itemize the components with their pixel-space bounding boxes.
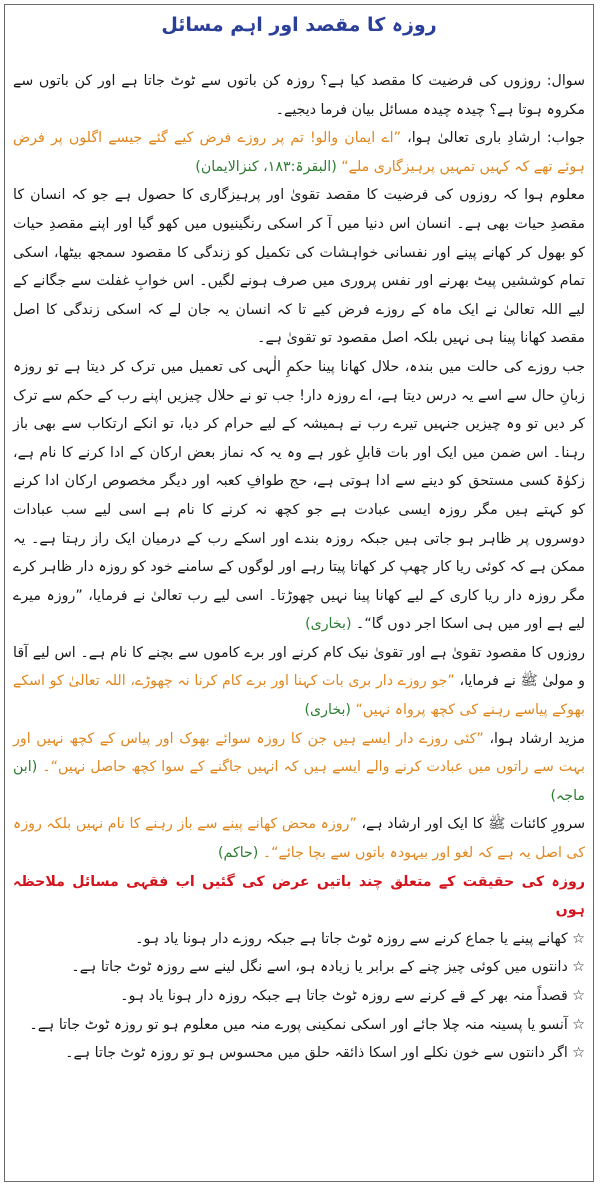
answer-paragraph xyxy=(13,124,585,181)
hadith-reference-2: (ابن ماجہ) xyxy=(13,759,585,804)
hadith-reference-1: (بخاری) xyxy=(304,702,351,719)
hadith-quote-3: ”روزہ محض کھانے پینے سے باز رہنے کا نام نہیں بلکہ روزہ کی اصل یہ ہے کہ لغو اور بیہودہ باتوں سے بچا جائے“۔ xyxy=(13,816,585,862)
page-frame xyxy=(4,4,594,1182)
hadith-quote-2: ”کئی روزے دار ایسے ہیں جن کا روزہ سوائے بھوک اور پیاس کے کچھ نہیں اور بہت سے راتوں میں عبادت کرنے والے ایسے ہیں کہ انہیں جاگنے کے سوا کچھ حاصل نہیں“۔ xyxy=(13,730,586,776)
quran-quote: ”اے ایمان والو! تم پر روزے فرض کیے گئے جیسے اگلوں پر فرض ہوئے تھے کہ کہیں تمہیں پرہیزگاری ملے“ xyxy=(13,130,585,175)
issue-item: ☆ قصداً منہ بھر کے قے کرنے سے روزہ ٹوٹ جاتا ہے جبکہ روزہ دار ہونا یاد ہو۔ xyxy=(120,988,585,1004)
answer-intro: جواب: ارشادِ باری تعالیٰ ہوا، xyxy=(407,130,585,147)
page-title: روزہ کا مقصد اور اہم مسائل xyxy=(161,14,437,36)
paragraph-4-intro: مزید ارشاد ہوا، xyxy=(489,730,586,747)
hadith-reference-3: (حاکم) xyxy=(217,845,259,862)
hadith-quote-1: ”جو روزے دار بری بات کہنا اور برے کام کرنا نہ چھوڑے، اللہ تعالیٰ کو اسکے بھوکے پیاسے رہنے کی کچھ پرواہ نہیں“ xyxy=(13,673,585,719)
issue-item: ☆ دانتوں میں کوئی چیز چنے کے برابر یا زیادہ ہو، اسے نگل لینے سے روزہ ٹوٹ جاتا ہے۔ xyxy=(71,959,585,976)
paragraph-5 xyxy=(13,810,585,867)
paragraph-1: معلوم ہوا کہ روزوں کی فرضیت کا مقصد تقویٰ اور پرہیزگاری کا حصول ہے جو کہ انسان کا مقصدِ حیات بھی ہے۔ انسان اس دنیا میں آ کر اسکی رنگینیوں میں کھو گیا اور اپنے مقصدِ حیات کو بھول کر کھانے پینے اور نفسانی خواہشات کی تکمیل کو زندگی کا مقصود سمجھ بیٹھا، اسکی تمام کوششیں پیٹ بھرنے اور نفس پروری میں صرف ہونے لگیں۔ اس خوابِ غفلت سے جگانے کے لیے اللہ تعالیٰ نے ایک ماہ کے روزے فرض کیے تا کہ انسان یہ جان لے کہ اسکی زندگی کا اصل مقصد کھانا پینا ہی نہیں بلکہ اصل مقصود تو تقویٰ ہے۔ xyxy=(13,187,585,347)
article-body xyxy=(5,67,593,1068)
spacer xyxy=(5,45,593,67)
question-paragraph: سوال: روزوں کی فرضیت کا مقصد کیا ہے؟ روزہ کن باتوں سے ٹوٹ جاتا ہے اور کن باتوں سے مکروہ ہوتا ہے؟ چیدہ چیدہ مسائل بیان فرما دیجیے۔ xyxy=(13,73,585,118)
paragraph-4 xyxy=(13,725,585,811)
paragraph-2-text: جب روزے کی حالت میں بندہ، حلال کھانا پینا حکمِ الٰہی کی تعمیل میں ترک کر دیتا ہے تو روزہ زبانِ حال سے اسے یہ درس دیتا ہے، اے روزہ دار! جب تو نے حلال چیزیں اپنے رب کے حکم سے ترک کر دیں تو وہ چیزیں جنہیں تیرے رب نے ہمیشہ کے لیے حرام کر دیا، تو انکے ارتکاب سے بھی باز رہنا۔ اس ضمن میں ایک اور بات قابلِ غور ہے وہ یہ کہ نماز بعض ارکان کے ادا کرنے کا نام ہے، زکوٰۃ کسی مستحق کو دینے سے ادا ہوتی ہے، حج طوافِ کعبہ اور دیگر مخصوص ارکان ادا کرنے کو کہتے ہیں مگر روزہ ایسی عبادت ہے جو کچھ نہ کرنے کا نام ہے اسی لیے سب عبادات دوسروں پر ظاہر ہو جاتی ہیں جبکہ روزہ بندے اور اسکے رب کے درمیان ایک راز رہتا ہے۔ یہ ممکن ہے کہ کوئی ریا کار چھپ کر کھاتا پیتا رہے اور لوگوں کے سامنے خود کو روزہ دار ظاہر کرے مگر روزہ دار ریا کاری کے لیے کھانا پینا نہیں چھوڑتا۔ اسی لیے رب تعالیٰ نے فرمایا، ”روزہ میرے لیے ہے اور میں ہی اسکا اجر دوں گا“۔ xyxy=(13,358,585,633)
issues-heading: روزہ کی حقیقت کے متعلق چند باتیں عرض کی گئیں اب فقہی مسائل ملاحظہ ہوں xyxy=(13,873,585,919)
paragraph-2 xyxy=(13,353,585,639)
paragraph-5-intro: سرورِ کائنات ﷺ کا ایک اور ارشاد ہے، xyxy=(361,816,586,833)
issue-item: ☆ اگر دانتوں سے خون نکلے اور اسکا ذائقہ حلق میں محسوس ہو تو روزہ ٹوٹ جاتا ہے۔ xyxy=(65,1045,585,1062)
issue-item: ☆ آنسو یا پسینہ منہ چلا جائے اور اسکی نمکینی پورے منہ میں معلوم ہو تو روزہ ٹوٹ جاتا ہے۔ xyxy=(29,1016,585,1033)
paragraph-2-reference: (بخاری) xyxy=(305,616,352,633)
quran-reference: (البقرۃ:۱۸۳، کنزالایمان) xyxy=(195,158,337,175)
paragraph-3-intro: روزوں کا مقصود تقویٰ ہے اور تقویٰ نیک کام کرنے اور برے کاموں سے بچنے کا نام ہے۔ اس لیے آقا و مولیٰ ﷺ نے فرمایا، xyxy=(13,644,585,690)
paragraph-3 xyxy=(13,639,585,725)
issue-item: ☆ کھانے پینے یا جماع کرنے سے روزہ ٹوٹ جاتا ہے جبکہ روزے دار ہونا یاد ہو۔ xyxy=(135,930,585,947)
